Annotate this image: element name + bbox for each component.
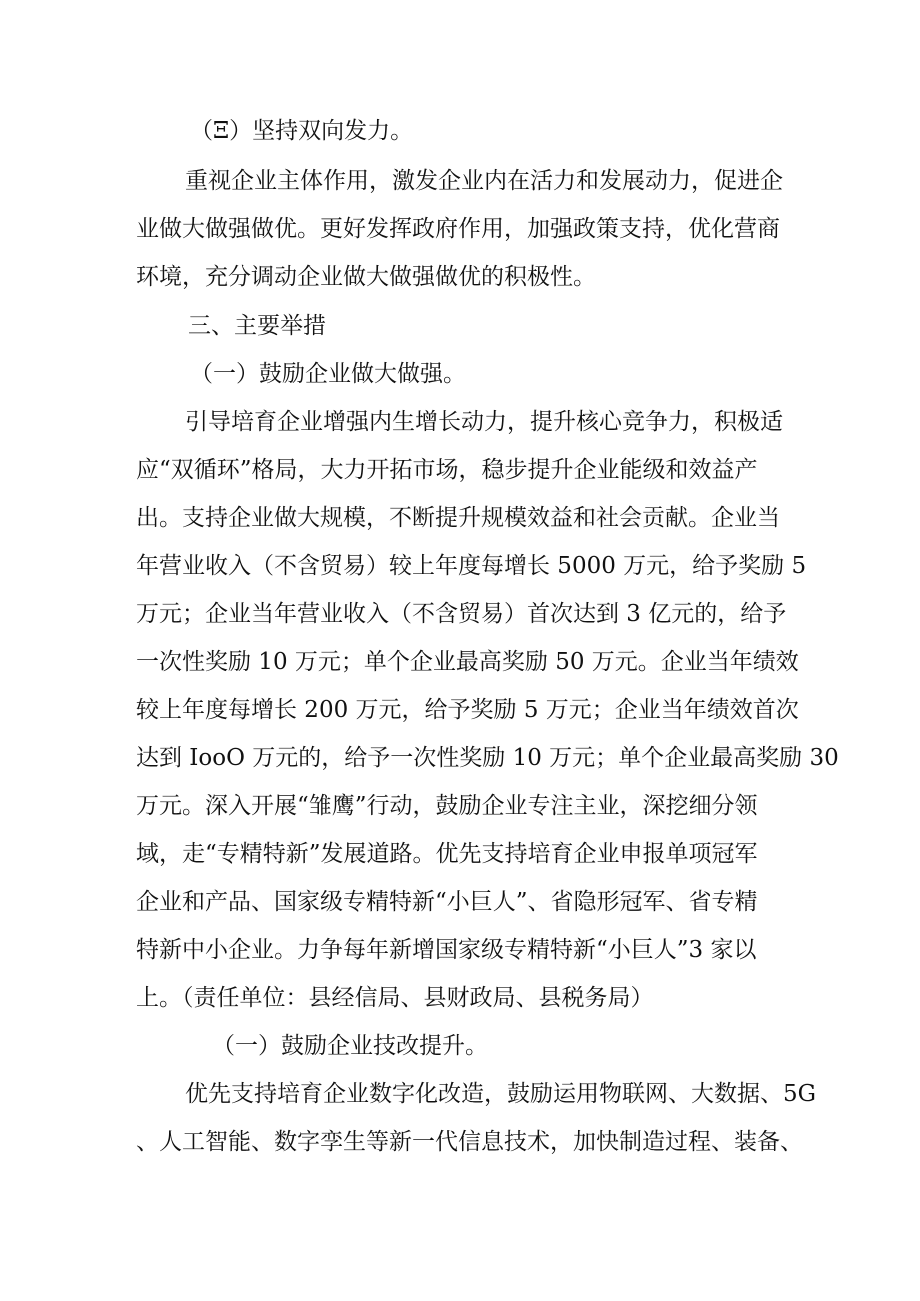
paragraph-line: 业做大做强做优。更好发挥政府作用，加强政策支持，优化营商 xyxy=(136,216,780,242)
subheading-dual-effort: （Ξ）坚持双向发力。 xyxy=(190,118,414,144)
section-heading-main-measures: 三、主要举措 xyxy=(188,313,326,339)
paragraph-line: 较上年度每增长 200 万元，给予奖励 5 万元；企业当年绩效首次 xyxy=(136,697,799,723)
paragraph-line: 应“双循环”格局，大力开拓市场，稳步提升企业能级和效益产 xyxy=(136,457,758,483)
paragraph-line: 上。（责任单位：县经信局、县财政局、县税务局） xyxy=(136,985,654,1011)
paragraph-line: 出。支持企业做大规模，不断提升规模效益和社会贡献。企业当 xyxy=(136,505,780,531)
paragraph-line: 、人工智能、数字孪生等新一代信息技术，加快制造过程、装备、 xyxy=(136,1129,803,1155)
paragraph-line: 达到 IooO 万元的，给予一次性奖励 10 万元；单个企业最高奖励 30 xyxy=(136,745,839,771)
paragraph-line: 年营业收入（不含贸易）较上年度每增长 5000 万元，给予奖励 5 xyxy=(136,553,807,579)
paragraph-line: 引导培育企业增强内生增长动力，提升核心竞争力，积极适 xyxy=(185,409,783,435)
paragraph-line: 域，走“专精特新”发展道路。优先支持培育企业申报单项冠军 xyxy=(136,841,758,867)
paragraph-line: 重视企业主体作用，激发企业内在活力和发展动力，促进企 xyxy=(185,168,783,194)
subheading-tech-upgrade: （一）鼓励企业技改提升。 xyxy=(212,1033,488,1059)
paragraph-line: 一次性奖励 10 万元；单个企业最高奖励 50 万元。企业当年绩效 xyxy=(136,649,799,675)
paragraph-line: 环境，充分调动企业做大做强做优的积极性。 xyxy=(136,264,596,290)
paragraph-line: 企业和产品、国家级专精特新“小巨人”、省隐形冠军、省专精 xyxy=(136,889,758,915)
subheading-bigger-stronger: （一）鼓励企业做大做强。 xyxy=(190,361,466,387)
paragraph-line: 优先支持培育企业数字化改造，鼓励运用物联网、大数据、5G xyxy=(185,1081,817,1107)
paragraph-line: 特新中小企业。力争每年新增国家级专精特新“小巨人”3 家以 xyxy=(136,937,757,963)
paragraph-line: 万元；企业当年营业收入（不含贸易）首次达到 3 亿元的，给予 xyxy=(136,601,787,627)
paragraph-line: 万元。深入开展“雏鹰”行动，鼓励企业专注主业，深挖细分领 xyxy=(136,793,758,819)
